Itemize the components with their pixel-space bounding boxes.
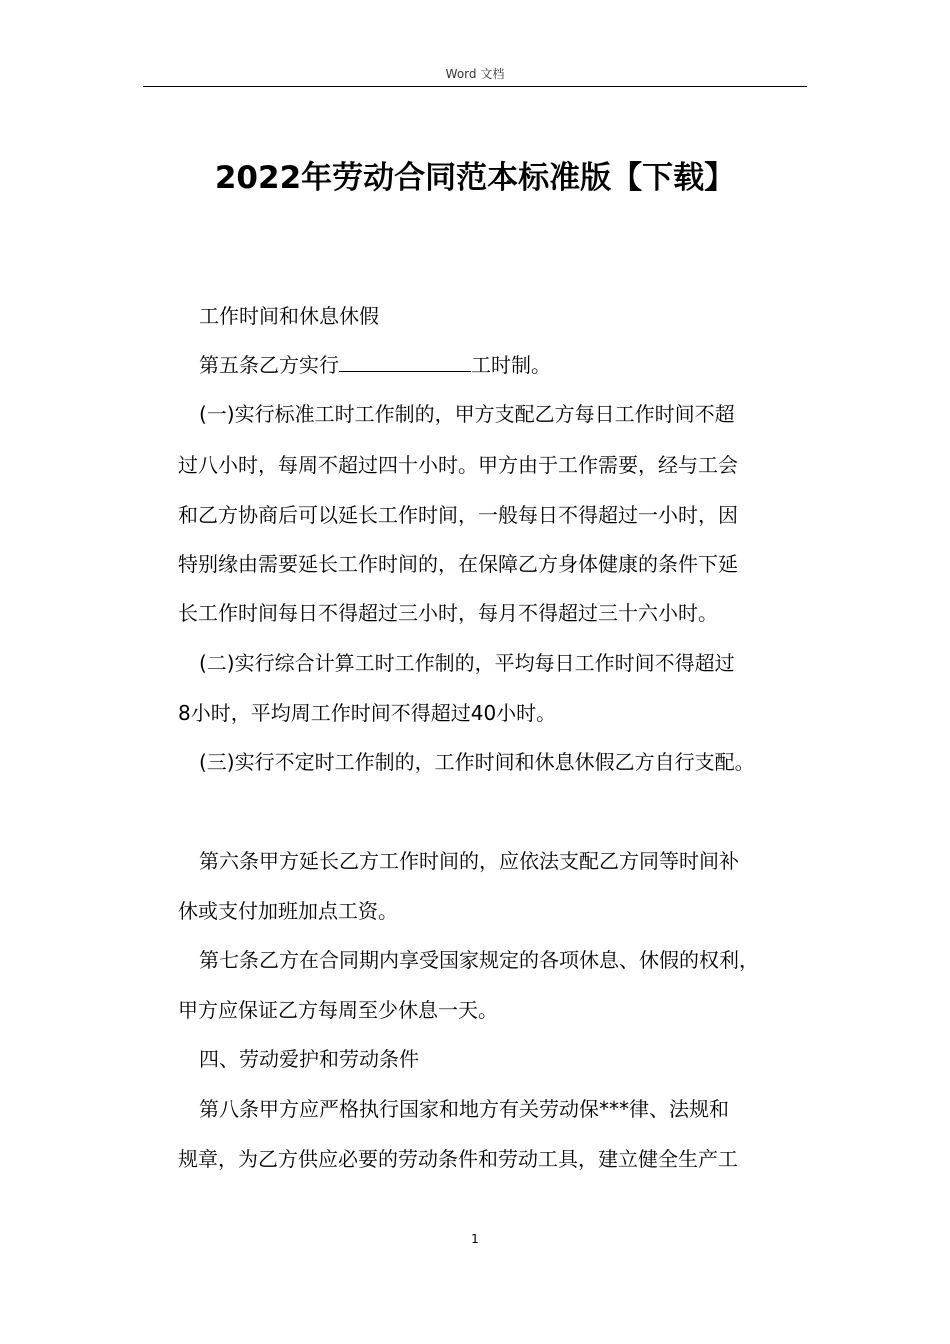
clause-5-line — [199, 350, 829, 380]
paragraph-line: 过八小时，每周不超过四十小时。甲方由于工作需要，经与工会 — [178, 453, 738, 477]
paragraph-line: 规章，为乙方供应必要的劳动条件和劳动工具，建立健全生产工 — [178, 1147, 738, 1171]
paragraph-line: 长工作时间每日不得超过三小时，每月不得超过三十六小时。 — [178, 601, 718, 625]
header-label: Word 文档 — [445, 67, 505, 81]
paragraph-line: 休或支付加班加点工资。 — [178, 899, 398, 923]
paragraph-line: (三)实行不定时工作制的，工作时间和休息休假乙方自行支配。 — [199, 750, 755, 774]
document-title: 2022年劳动合同范本标准版【下载】 — [214, 160, 736, 196]
paragraph-line: 第七条乙方在合同期内享受国家规定的各项休息、休假的权利， — [199, 948, 759, 972]
paragraph-line: 和乙方协商后可以延长工作时间，一般每日不得超过一小时，因 — [178, 503, 738, 527]
paragraph-line: 8小时，平均周工作时间不得超过40小时。 — [178, 701, 557, 725]
paragraph-line: 甲方应保证乙方每周至少休息一天。 — [178, 998, 498, 1022]
section-heading-work-hours: 工作时间和休息休假 — [199, 304, 379, 328]
paragraph-line: 第六条甲方延长乙方工作时间的，应依法支配乙方同等时间补 — [199, 849, 739, 873]
paragraph-line: 第八条甲方应严格执行国家和地方有关劳动保***律、法规和 — [199, 1097, 729, 1121]
paragraph-line: (一)实行标准工时工作制的，甲方支配乙方每日工作时间不超 — [199, 402, 735, 426]
page-number: 1 — [471, 1232, 479, 1246]
paragraph-line: (二)实行综合计算工时工作制的，平均每日工作时间不得超过 — [199, 651, 735, 675]
header-divider — [143, 86, 807, 87]
clause-5-prefix: 第五条乙方实行 — [199, 353, 339, 377]
fill-in-blank — [339, 350, 471, 372]
clause-5-suffix: 工时制。 — [471, 353, 551, 377]
paragraph-line: 特别缘由需要延长工作时间的，在保障乙方身体健康的条件下延 — [178, 552, 738, 576]
section-heading-labor-protection: 四、劳动爱护和劳动条件 — [199, 1047, 419, 1071]
